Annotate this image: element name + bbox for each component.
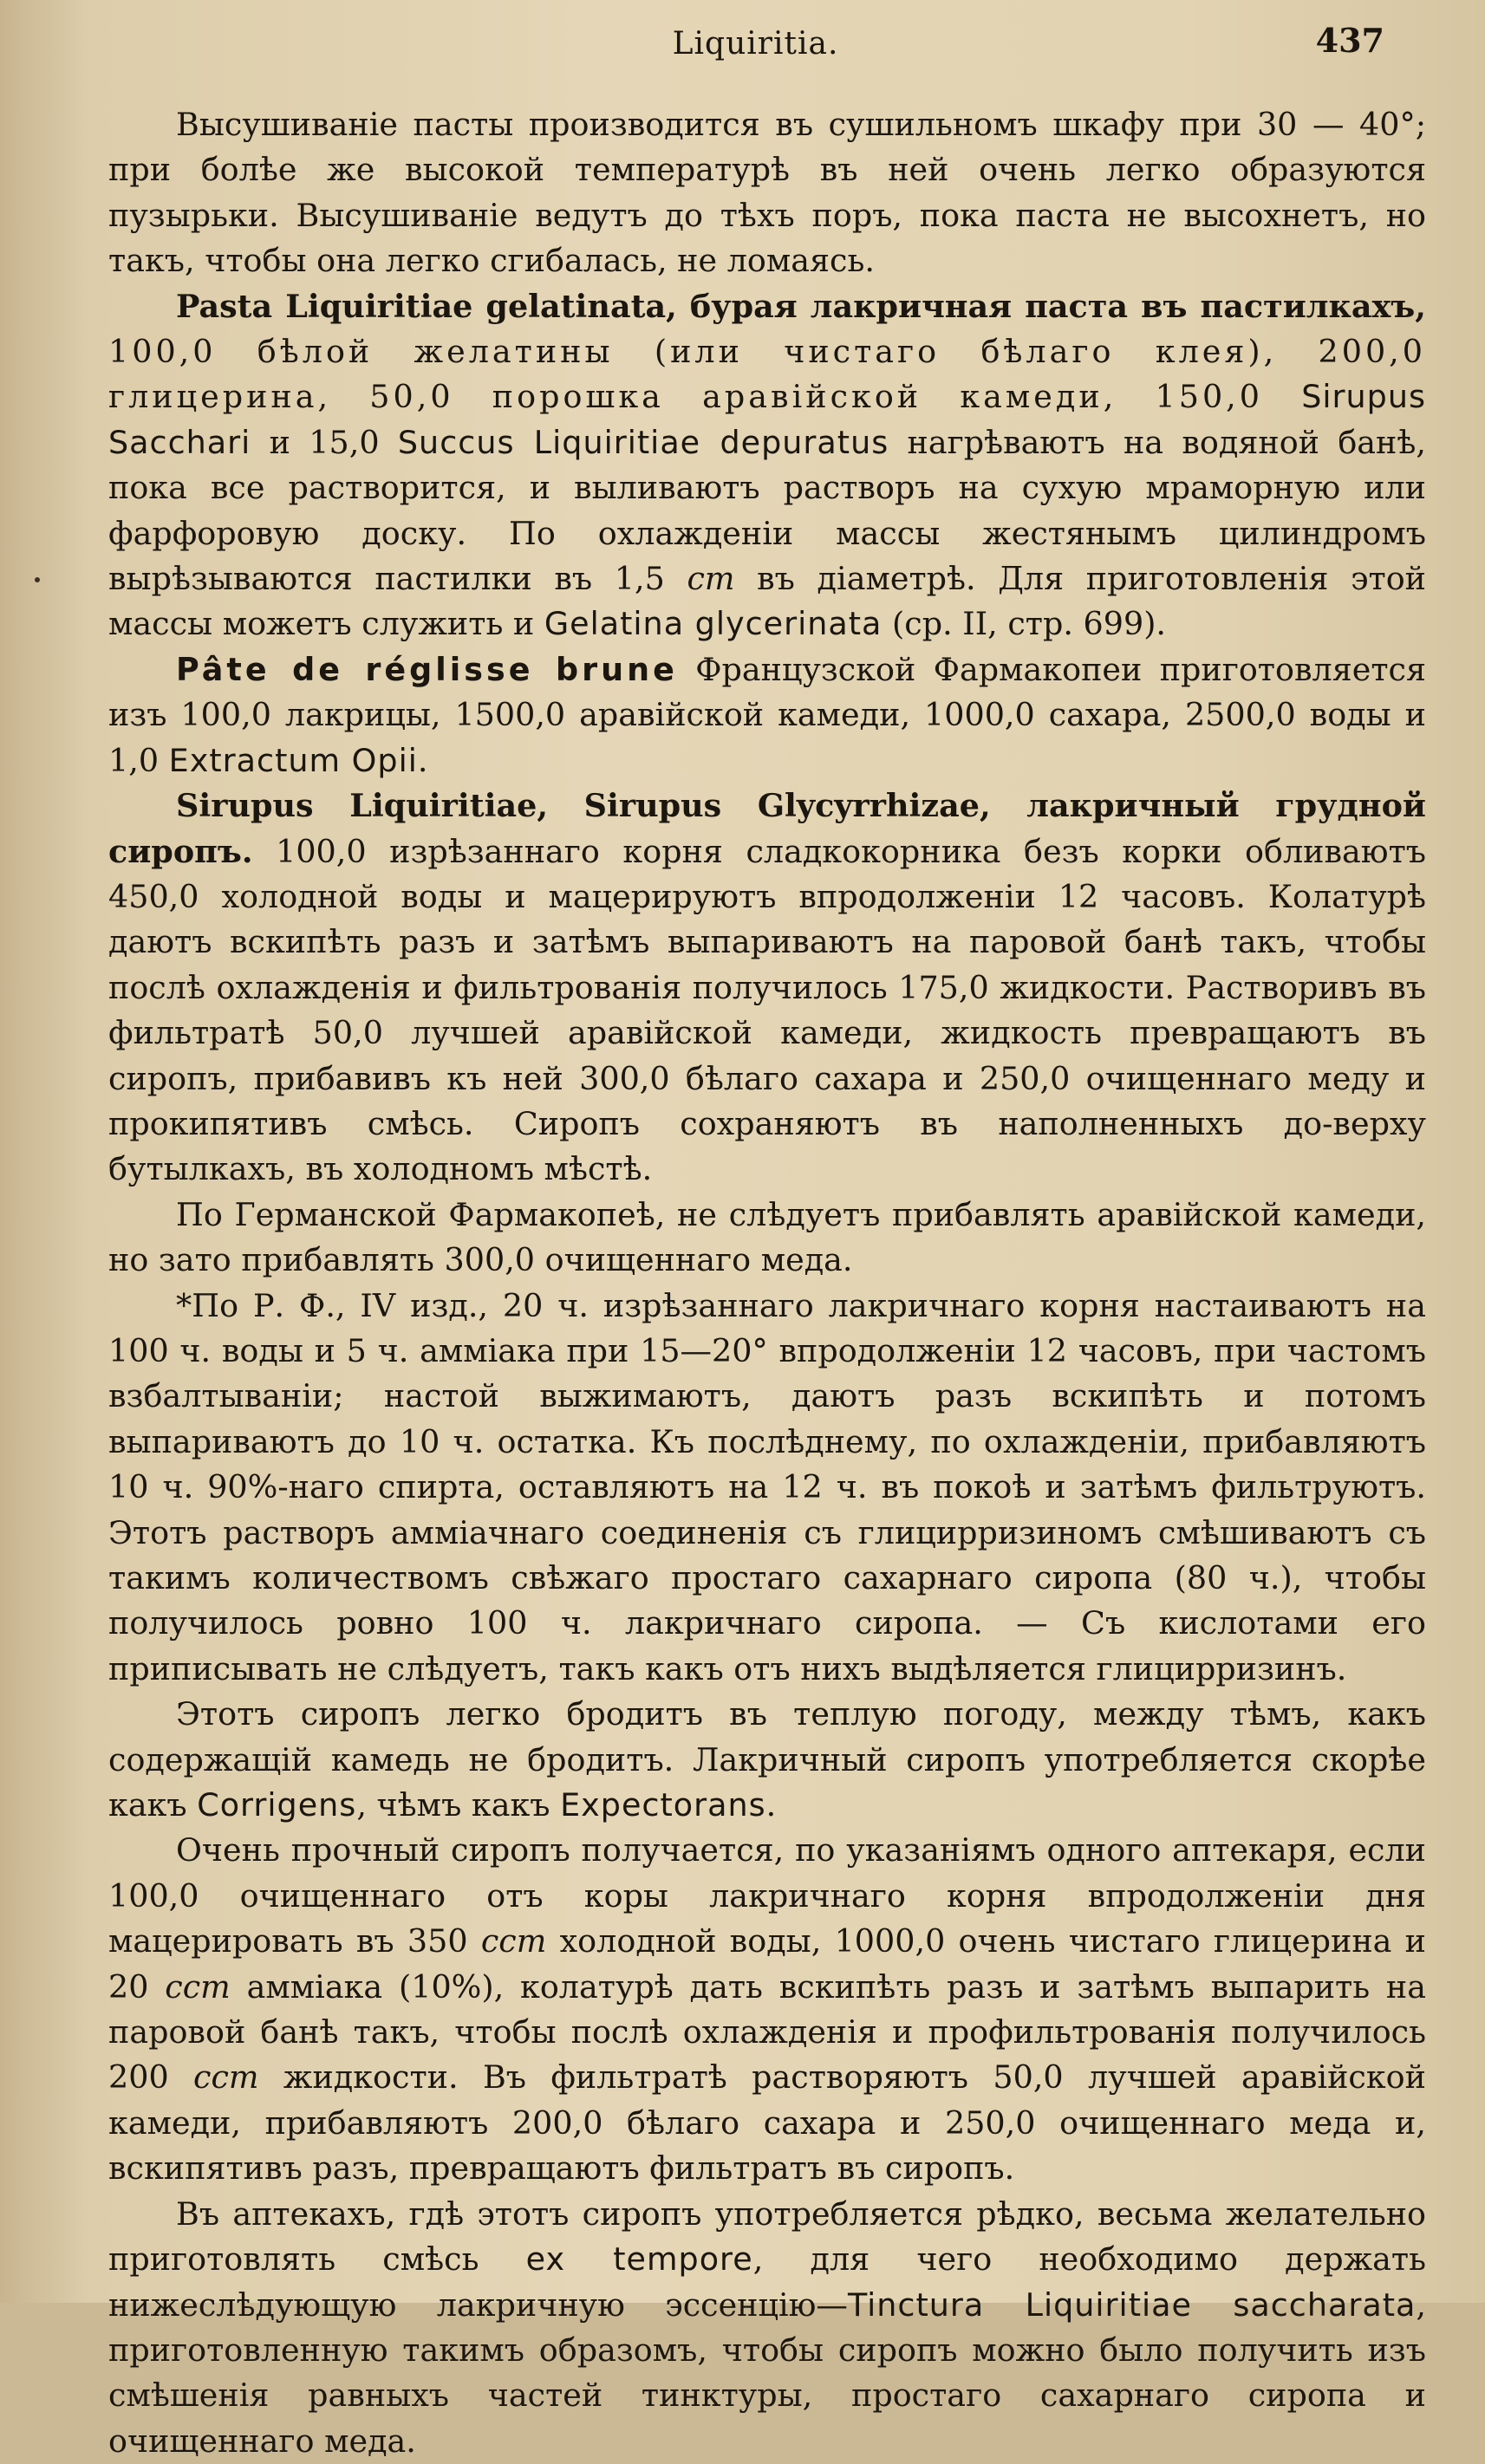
- paragraph-drying: Высушиваніе пасты производится въ сушильномъ шкафу при 30 — 40°; при болѣе же высокой температурѣ въ ней очень легко образуются пузырьки. Высушиваніе ведутъ до тѣхъ поръ, пока паста не высохнетъ, но такъ, чтобы она легко сгибалась, не ломаясь.: [108, 106, 1426, 280]
- latin-term: Sirupus Sacchari: [108, 378, 1426, 461]
- text-run: , приготовленную такимъ образомъ, чтобы сиропъ можно было получить изъ смѣшенія равныхъ частей тинктуры, простаго сахарнаго сиропа и очищеннаго меда.: [108, 2285, 1426, 2460]
- text-run: , для чего необходимо держать нижеслѣдующую лакричную эссенцію—: [108, 2240, 1426, 2324]
- text-run: .: [417, 741, 428, 779]
- entry-heading: Pasta Liquiritiae gelatinata, бурая лакричная паста въ пастилкахъ,: [176, 287, 1426, 325]
- latin-term: Succus Liquiritiae depuratus: [397, 423, 889, 461]
- latin-term: Extractum Opii: [168, 741, 418, 779]
- latin-term: Corrigens: [197, 1786, 357, 1824]
- latin-term: ex tempore: [525, 2240, 753, 2279]
- paragraph-russian-pharmacopoeia: *По Р. Ф., IV изд., 20 ч. изрѣзаннаго лакричнаго корня настаиваютъ на 100 ч. воды и 5 ч. амміака при 15—20° впродолженіи 12 часовъ, при частомъ взбалтываніи; настой выжимаютъ, даютъ разъ вскипѣть и потомъ выпариваютъ до 10 ч. остатка. Къ послѣднему, по охлажденіи, прибавляютъ 10 ч. 90%-наго спирта, оставляютъ на 12 ч. въ покоѣ и затѣмъ фильтруютъ. Этотъ растворъ амміачнаго соединенія съ глицирризиномъ смѣшиваютъ съ такимъ количествомъ свѣжаго простаго сахарнаго сиропа (80 ч.), чтобы получилось ровно 100 ч. лакричнаго сиропа. — Съ кислотами его приписывать не слѣдуетъ, такъ какъ отъ нихъ выдѣляется глицирризинъ.: [108, 1286, 1426, 1687]
- paragraph-sirupus-liquiritiae: [108, 783, 1426, 1193]
- text-run: холодной воды, 1000,0 очень чистаго глицерина и 20: [108, 1922, 1426, 2006]
- unit-text: ccm: [165, 1967, 231, 2006]
- text-run: (ср. II, стр. 699).: [882, 605, 1167, 643]
- running-title: Liquiritia.: [672, 26, 839, 62]
- unit-text: cm: [687, 560, 735, 598]
- paragraph-tincture: [108, 2192, 1426, 2464]
- page-body: [108, 102, 1426, 2464]
- unit-text: ccm: [480, 1922, 547, 1960]
- paragraph-durable-syrup: [108, 1828, 1426, 2191]
- paragraph-pate-de-reglisse: [108, 647, 1426, 783]
- entry-heading: Pâte de réglisse brune: [176, 650, 678, 688]
- text-run: въ діаметрѣ. Для приготовленія этой массы можетъ служить и: [108, 560, 1427, 643]
- text-run: амміака (10%), колатурѣ дать вскипѣть разъ и затѣмъ выпарить на паровой банѣ такъ, чтобы послѣ охлажденія и профильтрованія получилось 200: [108, 1967, 1426, 2097]
- running-header: [104, 19, 1407, 71]
- latin-term: Gelatina glycerinata: [544, 605, 883, 643]
- text-run: Французской Фармакопеи приготовляется изъ 100,0 лакрицы, 1500,0 аравійской камеди, 1000,0 сахара, 2500,0 воды и 1,0: [108, 650, 1426, 779]
- paragraph-fermentation: [108, 1692, 1426, 1828]
- latin-term: Tinctura Liquiritiae saccharata: [847, 2285, 1417, 2324]
- text-run: , чѣмъ какъ: [356, 1786, 561, 1824]
- text-run: Очень прочный сиропъ получается, по указаніямъ одного аптекаря, если 100,0 очищеннаго отъ коры лакричнаго корня впродолженіи дня мацерировать въ 350: [108, 1831, 1426, 1960]
- unit-text: ccm: [193, 2058, 259, 2097]
- text-run: .: [765, 1786, 777, 1824]
- text-run: и 15,0: [251, 423, 398, 461]
- latin-term: Expectorans: [560, 1786, 766, 1824]
- paragraph-german-pharmacopoeia: По Германской Фармакопеѣ, не слѣдуетъ прибавлять аравійской камеди, но зато прибавлять 300,0 очищеннаго меда.: [108, 1195, 1426, 1279]
- text-run: 100,0 бѣлой желатины (или чистаго бѣлаго клея), 200,0 глицерина, 50,0 порошка аравійской камеди, 150,0: [108, 333, 1426, 416]
- entry-heading: Sirupus Liquiritiae, Sirupus Glycyrrhizae, лакричный грудной сиропъ.: [108, 787, 1426, 870]
- page-number: 437: [1315, 21, 1384, 60]
- text-run: жидкости. Въ фильтратѣ растворяютъ 50,0 лучшей аравійской камеди, прибавляютъ 200,0 бѣлаго сахара и 250,0 очищеннаго меда и, вскипятивъ разъ, превращаютъ фильтратъ въ сиропъ.: [108, 2058, 1426, 2188]
- text-run: Въ аптекахъ, гдѣ этотъ сиропъ употребляется рѣдко, весьма желательно приготовлять смѣсь: [108, 2194, 1426, 2279]
- text-run: 100,0 изрѣзаннаго корня сладкокорника безъ корки обливаютъ 450,0 холодной воды и мацерируютъ впродолженіи 12 часовъ. Колатурѣ даютъ вскипѣть разъ и затѣмъ выпариваютъ на паровой банѣ такъ, чтобы послѣ охлажденія и фильтрованія получилось 175,0 жидкости. Растворивъ въ фильтратѣ 50,0 лучшей аравійской камеди, жидкость превращаютъ въ сиропъ, прибавивъ къ ней 300,0 бѣлаго сахара и 250,0 очищеннаго меду и прокипятивъ смѣсь. Сиропъ сохраняютъ въ наполненныхъ до-верху бутылкахъ, въ холодномъ мѣстѣ.: [108, 832, 1426, 1188]
- text-run: нагрѣваютъ на водяной банѣ, пока все растворится, и выливаютъ растворъ на сухую мраморную или фарфоровую доску. По охлажденіи массы жестянымъ цилиндромъ вырѣзываются пастилки въ 1,5: [108, 423, 1426, 598]
- paragraph-pasta-gelatinata: [108, 284, 1426, 647]
- margin-dot: [35, 577, 40, 582]
- text-run: Этотъ сиропъ легко бродитъ въ теплую погоду, между тѣмъ, какъ содержащій камедь не бродитъ. Лакричный сиропъ употребляется скорѣе какъ: [108, 1695, 1426, 1824]
